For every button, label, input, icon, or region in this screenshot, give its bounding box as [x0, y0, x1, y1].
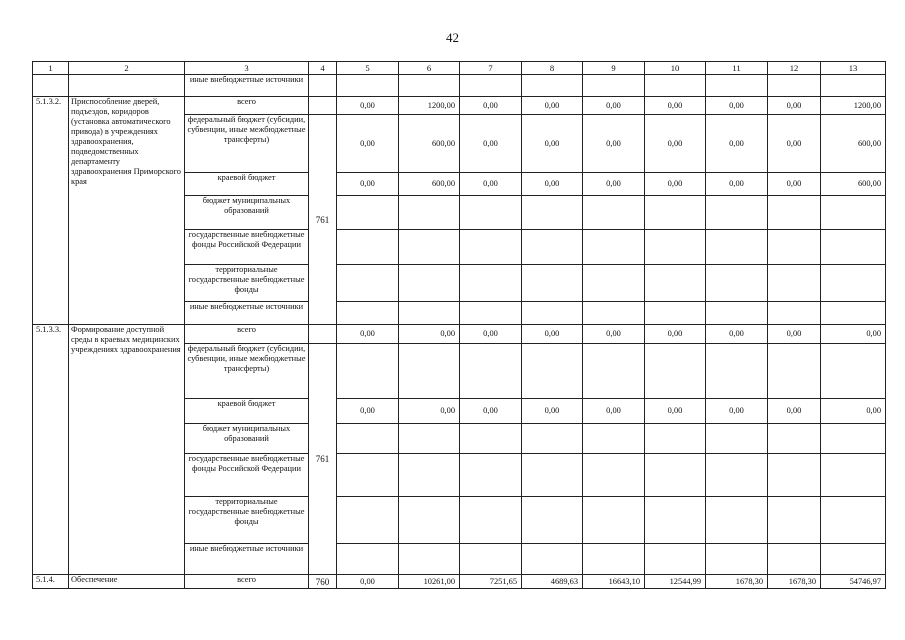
header-cell: 3 [185, 62, 309, 75]
value-cell: 0,00 [706, 97, 768, 115]
value-cell: 0,00 [645, 173, 706, 196]
value-cell: 0,00 [522, 173, 583, 196]
value-cell [522, 497, 583, 544]
value-cell [460, 230, 522, 265]
value-cell [706, 196, 768, 230]
value-cell [460, 544, 522, 575]
value-cell: 54746,97 [821, 575, 886, 589]
budget-table [32, 61, 886, 589]
source-label: краевой бюджет [185, 399, 309, 424]
value-cell: 0,00 [583, 173, 645, 196]
value-cell [399, 265, 460, 302]
table-row [33, 575, 886, 589]
value-cell [522, 196, 583, 230]
value-cell [337, 230, 399, 265]
value-cell: 0,00 [460, 115, 522, 173]
value-cell: 0,00 [337, 325, 399, 344]
value-cell: 0,00 [645, 325, 706, 344]
value-cell [768, 424, 821, 454]
value-cell [399, 454, 460, 497]
grbs-blank [309, 97, 337, 115]
value-cell [821, 196, 886, 230]
value-cell: 0,00 [522, 115, 583, 173]
value-cell [645, 424, 706, 454]
value-cell [337, 544, 399, 575]
value-cell [768, 302, 821, 325]
source-label: иные внебюджетные источники [185, 544, 309, 575]
value-cell: 0,00 [583, 97, 645, 115]
value-cell [522, 544, 583, 575]
source-label: краевой бюджет [185, 173, 309, 196]
value-cell [821, 302, 886, 325]
value-cell: 0,00 [522, 325, 583, 344]
value-cell [645, 544, 706, 575]
value-cell: 1678,30 [768, 575, 821, 589]
value-cell: 0,00 [768, 173, 821, 196]
value-cell: 0,00 [337, 173, 399, 196]
value-cell: 0,00 [399, 325, 460, 344]
grbs-code: 761 [309, 344, 337, 575]
source-label: бюджет муниципальных образований [185, 424, 309, 454]
value-cell [821, 424, 886, 454]
grbs-blank [309, 325, 337, 344]
value-cell: 0,00 [768, 97, 821, 115]
value-cell [337, 454, 399, 497]
source-label: иные внебюджетные источники [185, 302, 309, 325]
value-cell: 0,00 [337, 115, 399, 173]
value-cell [645, 75, 706, 97]
value-cell [821, 265, 886, 302]
section-name: Приспособление дверей, подъездов, коридоров (установка автоматического привода) в учреждениях здравоохранения, подведомственных департаменту здравоохранения Приморского края [69, 97, 185, 325]
header-cell: 9 [583, 62, 645, 75]
value-cell [460, 75, 522, 97]
value-cell: 0,00 [460, 173, 522, 196]
value-cell [337, 265, 399, 302]
table-row [33, 75, 886, 97]
value-cell: 10261,00 [399, 575, 460, 589]
value-cell: 1200,00 [399, 97, 460, 115]
value-cell [768, 75, 821, 97]
value-cell [645, 497, 706, 544]
value-cell: 0,00 [645, 115, 706, 173]
value-cell [460, 302, 522, 325]
value-cell [522, 454, 583, 497]
header-row [33, 62, 886, 75]
value-cell [821, 230, 886, 265]
value-cell [522, 75, 583, 97]
value-cell [583, 265, 645, 302]
value-cell [460, 497, 522, 544]
source-label: всего [185, 97, 309, 115]
value-cell [522, 424, 583, 454]
header-cell: 8 [522, 62, 583, 75]
value-cell: 600,00 [399, 173, 460, 196]
value-cell [821, 75, 886, 97]
value-cell [583, 454, 645, 497]
value-cell [460, 265, 522, 302]
value-cell [337, 424, 399, 454]
value-cell: 0,00 [768, 115, 821, 173]
header-cell: 2 [69, 62, 185, 75]
grbs-code: 761 [309, 115, 337, 325]
value-cell: 0,00 [821, 325, 886, 344]
value-cell [821, 344, 886, 399]
value-cell [460, 454, 522, 497]
header-cell: 13 [821, 62, 886, 75]
value-cell: 600,00 [821, 173, 886, 196]
value-cell: 4689,63 [522, 575, 583, 589]
value-cell: 16643,10 [583, 575, 645, 589]
value-cell [768, 265, 821, 302]
value-cell [645, 344, 706, 399]
value-cell [645, 454, 706, 497]
section-name: Формирование доступной среды в краевых медицинских учреждениях здравоохранения [69, 325, 185, 575]
value-cell: 0,00 [337, 97, 399, 115]
source-label: федеральный бюджет (субсидии, субвенции, иные межбюджетные трансферты) [185, 344, 309, 399]
value-cell [768, 196, 821, 230]
value-cell: 0,00 [645, 97, 706, 115]
value-cell [821, 454, 886, 497]
value-cell [583, 230, 645, 265]
value-cell: 0,00 [399, 399, 460, 424]
section-code: 5.1.3.3. [33, 325, 69, 575]
value-cell [460, 196, 522, 230]
value-cell [821, 544, 886, 575]
value-cell [821, 497, 886, 544]
value-cell [583, 344, 645, 399]
value-cell: 0,00 [583, 115, 645, 173]
source-label: государственные внебюджетные фонды Российской Федерации [185, 230, 309, 265]
value-cell [768, 497, 821, 544]
value-cell: 0,00 [583, 325, 645, 344]
value-cell [399, 75, 460, 97]
source-label: бюджет муниципальных образований [185, 196, 309, 230]
source-label: всего [185, 325, 309, 344]
value-cell: 0,00 [706, 173, 768, 196]
value-cell: 0,00 [522, 399, 583, 424]
value-cell: 0,00 [768, 325, 821, 344]
value-cell [583, 497, 645, 544]
value-cell: 0,00 [768, 399, 821, 424]
value-cell: 600,00 [399, 115, 460, 173]
section-name: Обеспечение [69, 575, 185, 589]
value-cell [522, 344, 583, 399]
source-label: территориальные государственные внебюджетные фонды [185, 497, 309, 544]
value-cell [583, 544, 645, 575]
value-cell [706, 302, 768, 325]
value-cell [583, 302, 645, 325]
section-code: 5.1.4. [33, 575, 69, 589]
value-cell [706, 454, 768, 497]
value-cell: 7251,65 [460, 575, 522, 589]
header-cell: 10 [645, 62, 706, 75]
source-label: государственные внебюджетные фонды Российской Федерации [185, 454, 309, 497]
value-cell [645, 265, 706, 302]
value-cell [583, 75, 645, 97]
header-cell: 1 [33, 62, 69, 75]
value-cell [706, 265, 768, 302]
value-cell: 0,00 [583, 399, 645, 424]
value-cell [337, 497, 399, 544]
value-cell: 12544,99 [645, 575, 706, 589]
value-cell [768, 344, 821, 399]
value-cell: 0,00 [337, 575, 399, 589]
name-cell [69, 75, 185, 97]
value-cell: 0,00 [522, 97, 583, 115]
value-cell [583, 196, 645, 230]
value-cell [706, 424, 768, 454]
value-cell [337, 302, 399, 325]
value-cell [706, 344, 768, 399]
value-cell [399, 497, 460, 544]
section-code: 5.1.3.2. [33, 97, 69, 325]
header-cell: 5 [337, 62, 399, 75]
header-cell: 6 [399, 62, 460, 75]
value-cell [645, 302, 706, 325]
value-cell: 0,00 [460, 97, 522, 115]
value-cell [399, 424, 460, 454]
header-cell: 4 [309, 62, 337, 75]
value-cell [645, 230, 706, 265]
header-cell: 7 [460, 62, 522, 75]
value-cell [399, 544, 460, 575]
table-row [33, 97, 886, 115]
value-cell [337, 344, 399, 399]
value-cell: 0,00 [645, 399, 706, 424]
grbs-code: 760 [309, 575, 337, 589]
value-cell: 0,00 [460, 325, 522, 344]
value-cell [768, 230, 821, 265]
source-label: иные внебюджетные источники [185, 75, 309, 97]
value-cell [706, 497, 768, 544]
value-cell [460, 344, 522, 399]
table-row [33, 325, 886, 344]
value-cell: 0,00 [460, 399, 522, 424]
source-label: территориальные государственные внебюджетные фонды [185, 265, 309, 302]
value-cell [460, 424, 522, 454]
value-cell [706, 544, 768, 575]
value-cell: 1678,30 [706, 575, 768, 589]
value-cell [645, 196, 706, 230]
value-cell: 600,00 [821, 115, 886, 173]
value-cell: 0,00 [821, 399, 886, 424]
value-cell [399, 302, 460, 325]
value-cell [399, 196, 460, 230]
value-cell [399, 344, 460, 399]
header-cell: 12 [768, 62, 821, 75]
value-cell [337, 196, 399, 230]
value-cell: 0,00 [706, 399, 768, 424]
header-cell: 11 [706, 62, 768, 75]
value-cell [399, 230, 460, 265]
source-label: всего [185, 575, 309, 589]
code-cell [33, 75, 69, 97]
value-cell [768, 544, 821, 575]
value-cell [522, 302, 583, 325]
value-cell: 0,00 [706, 325, 768, 344]
value-cell [706, 230, 768, 265]
value-cell: 0,00 [706, 115, 768, 173]
value-cell [337, 75, 399, 97]
value-cell [706, 75, 768, 97]
page-number: 42 [446, 30, 459, 45]
value-cell [768, 454, 821, 497]
value-cell [522, 265, 583, 302]
source-label: федеральный бюджет (субсидии, субвенции, иные межбюджетные трансферты) [185, 115, 309, 173]
value-cell [522, 230, 583, 265]
grbs-cell [309, 75, 337, 97]
value-cell: 0,00 [337, 399, 399, 424]
value-cell: 1200,00 [821, 97, 886, 115]
value-cell [583, 424, 645, 454]
